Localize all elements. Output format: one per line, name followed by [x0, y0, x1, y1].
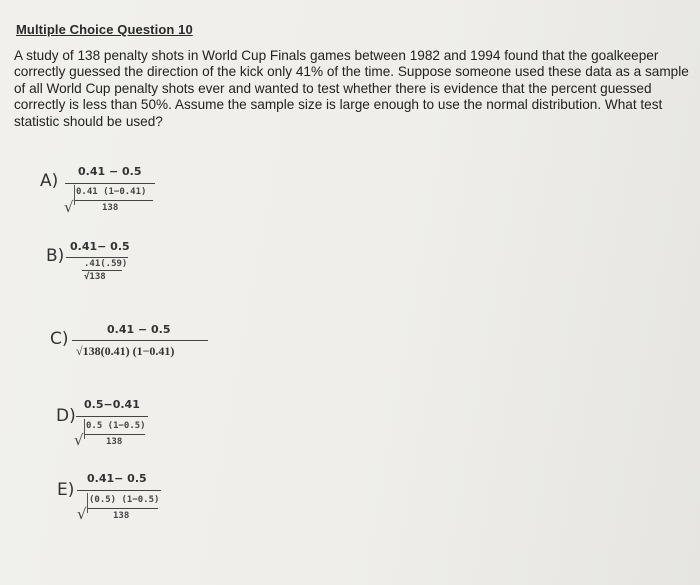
option-b-inner-bar: [82, 270, 122, 271]
option-e-letter: E): [57, 480, 75, 500]
option-d-radical-stem: [84, 419, 85, 439]
option-a-radical: √: [64, 198, 74, 216]
option-e-inner-bar: [88, 508, 158, 509]
option-e-fraction-bar: [77, 490, 161, 491]
option-e-radical: √: [77, 505, 87, 523]
option-d-numerator: 0.5−0.41: [84, 398, 140, 411]
option-a-numerator: 0.41 − 0.5: [78, 165, 142, 178]
option-a-fraction-bar: [65, 183, 155, 184]
option-c-denominator: √138(0.41) (1−0.41): [76, 344, 175, 358]
option-b-letter: B): [46, 246, 65, 266]
option-d-radical: √: [74, 431, 84, 449]
option-e-inner-top: (0.5) (1−0.5): [89, 495, 160, 505]
question-title: Multiple Choice Question 10: [16, 22, 193, 37]
option-a-letter: A): [40, 171, 59, 191]
question-text: A study of 138 penalty shots in World Cup Finals games between 1982 and 1994 found that the goalkeeper correctly guessed the direction of the kick only 41% of the time. Suppose someone used these data as a sample of all World Cup penalty shots ever and wanted to test whether there is evidence that the percent guessed correctly is less than 50%. Assume the sample size is large enough to use the normal distribution. What test statistic should be used?: [14, 48, 689, 129]
option-d-inner-top: 0.5 (1−0.5): [86, 421, 146, 431]
option-a-inner-top: 0.41 (1−0.41): [76, 187, 147, 197]
option-c-fraction-bar: [72, 340, 208, 341]
option-b-inner-bottom: √138: [84, 272, 106, 282]
option-b-numerator: 0.41− 0.5: [70, 240, 130, 253]
option-d-inner-bottom: 138: [106, 437, 123, 447]
option-a-inner-bottom: 138: [102, 203, 119, 213]
option-e-numerator: 0.41− 0.5: [87, 472, 147, 485]
option-e-radical-stem: [87, 493, 88, 513]
option-a-radical-stem: [74, 185, 75, 205]
option-d[interactable]: [56, 398, 166, 458]
option-b[interactable]: [46, 240, 156, 290]
option-b-inner-top: .41(.59): [84, 259, 128, 269]
option-c[interactable]: [50, 323, 230, 368]
option-e-inner-bottom: 138: [113, 511, 130, 521]
option-c-numerator: 0.41 − 0.5: [107, 323, 171, 336]
option-d-inner-bar: [85, 434, 145, 435]
option-b-fraction-bar: [66, 257, 128, 258]
option-c-letter: C): [50, 329, 69, 349]
option-d-letter: D): [56, 406, 76, 426]
option-d-fraction-bar: [76, 416, 148, 417]
option-a-inner-bar: [75, 200, 153, 201]
option-e[interactable]: [57, 472, 177, 532]
option-a[interactable]: [40, 165, 170, 225]
